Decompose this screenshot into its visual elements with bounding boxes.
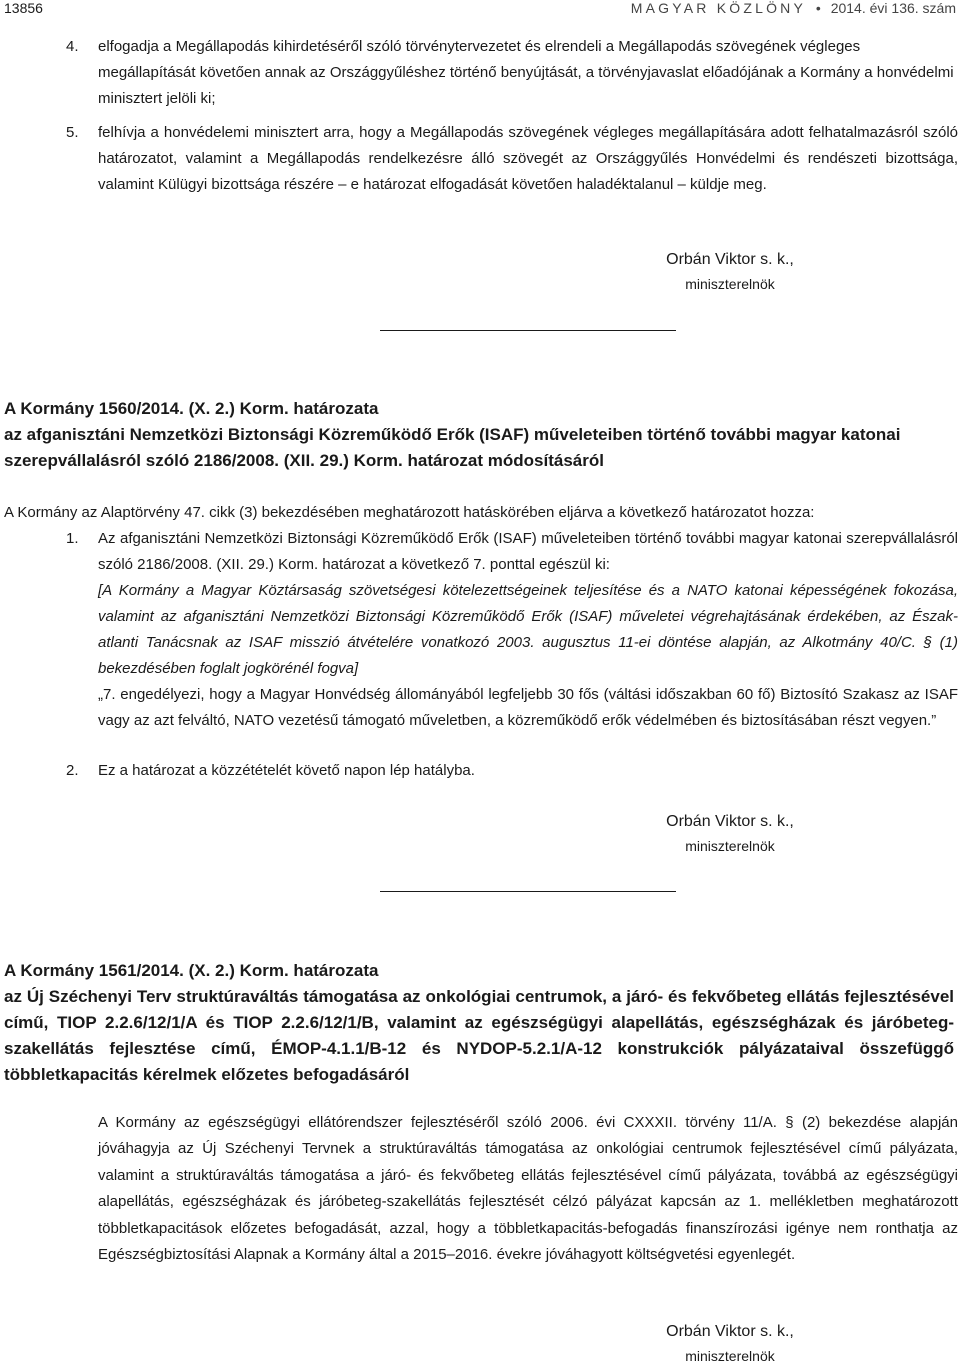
signatory-role: miniszterelnök [685,838,775,854]
bracketed-preamble: [A Kormány a Magyar Köztársaság szövetségesi kötelezettségeinek teljesítése és a NATO katonai képességének fokozása, valamint az afganisztáni Nemzetközi Biztonsági Közreműködő Erők (ISAF) műveletei végrehajtásának érdekében, az Észak-atlanti Tanácsnak az ISAF misszió átvételére vonatkozó 2003. augusztus 11-ei döntése alapján, az Alkotmány 40/C. § (1) bekezdésében foglalt jogkörénél fogva] [98,582,958,677]
running-header [0,0,960,20]
resolution-title: A Kormány 1560/2014. (X. 2.) Korm. határozata [4,399,379,418]
page-number: 13856 [4,0,43,16]
signatory-role: miniszterelnök [685,1348,775,1364]
journal-title: MAGYAR KÖZLÖNY [630,0,807,16]
item-text: felhívja a honvédelemi minisztert arra, hogy a Megállapodás szövegének végleges megállapítására adott felhatalmazásról szóló határozatot, valamint a Megállapodás rendelkezésre álló szövegét az Országgyűlés Honvédelmi és rendészeti bizottsága, valamint Külügyi bizottsága részére – e határozat elfogadását követően haladéktalanul – küldje meg. [98,124,958,193]
numbered-item-2 [66,758,958,784]
signatory-name: Orbán Viktor s. k., [666,251,794,268]
inserted-point-text: „7. engedélyezi, hogy a Magyar Honvédség állományából legfeljebb 30 fős (váltási időszakban 60 fő) Biztosító Szakasz az ISAF vagy az azt felváltó, NATO vezetésű támogató műveletben, a közreműködő erők védelmében és biztosításában részt vegyen.” [98,686,958,729]
item-number: 4. [66,38,79,55]
item-number: 5. [66,124,79,141]
signatory-name: Orbán Viktor s. k., [666,813,794,830]
numbered-item-5 [66,120,958,198]
resolution-intro: A Kormány az Alaptörvény 47. cikk (3) bekezdésében meghatározott hatáskörében eljárva a következő határozatot hozza: [4,504,815,521]
item-text: elfogadja a Megállapodás kihirdetéséről szóló törvénytervezetet és elrendeli a Megállapodás szövegének végleges megállapítását követően annak az Országgyűléshez történő benyújtását, a törvényjavaslat előadójának a Kormány a honvédelmi minisztert jelöli ki; [98,38,954,107]
section-divider [380,891,676,892]
signatory-role: miniszterelnök [685,276,775,292]
resolution-subtitle: az afganisztáni Nemzetközi Biztonsági Közreműködő Erők (ISAF) műveleteiben történő további magyar katonai szerepvállalásról szóló 2186/2008. (XII. 29.) Korm. határozat módosításáról [4,425,901,470]
item-text: Ez a határozat a közzétételét követő napon lép hatályba. [98,762,475,779]
signature-block [580,248,880,296]
signature-block [580,1320,880,1368]
journal-info [631,0,956,16]
section-divider [380,330,676,331]
resolution-body: A Kormány az egészségügyi ellátórendszer fejlesztéséről szóló 2006. évi CXXXII. törvény 11/A. § (2) bekezdése alapján jóváhagyja az Új Széchenyi Tervnek a struktúraváltás támogatása az onkológiai centrumok fejlesztésével című pályázata, valamint a struktúraváltás támogatása a járó- és fekvőbeteg ellátás fejlesztésével című pályázata, továbbá az egészségügyi alapellátás, egészségházak és járóbeteg-szakellátás fejlesztését célzó pályázat kapcsán az 1. mellékletben meghatározott többletkapacitások előzetes befogadását, azzal, hogy a többletkapacitás-befogadás finanszírozási igénye nem ronthatja az Egészségbiztosítási Alapnak a Kormány által a 2015–2016. évekre jóváhagyott költségvetési egyenlegét. [98,1114,958,1264]
item-number: 1. [66,530,79,547]
item-text: Az afganisztáni Nemzetközi Biztonsági Közreműködő Erők (ISAF) műveleteiben történő további magyar katonai szerepvállalásról szóló 2186/2008. (XII. 29.) Korm. határozat a következő 7. ponttal egészül ki: [98,530,958,573]
resolution-title: A Kormány 1561/2014. (X. 2.) Korm. határozata [4,961,379,980]
item-number: 2. [66,762,79,779]
issue-number: 2014. évi 136. szám [830,0,956,16]
header-separator: • [815,0,821,16]
signatory-name: Orbán Viktor s. k., [666,1323,794,1340]
resolution-subtitle: az Új Széchenyi Terv struktúraváltás támogatása az onkológiai centrumok, a járó- és fekvőbeteg ellátás fejlesztésével című, TIOP 2.2.6/12/1/A és TIOP 2.2.6/12/1/B, valamint az egészségügyi alapellátás, egészségházak és járóbeteg-szakellátás fejlesztése című, ÉMOP-4.1.1/B-12 és NYDOP-5.2.1/A-12 konstrukciók pályázataival összefüggő többletkapacitás kérelmek előzetes befogadásáról [4,987,954,1084]
signature-block [580,810,880,858]
inserted-point [66,682,958,734]
numbered-item-1 [66,526,958,734]
numbered-item-4 [66,34,958,112]
